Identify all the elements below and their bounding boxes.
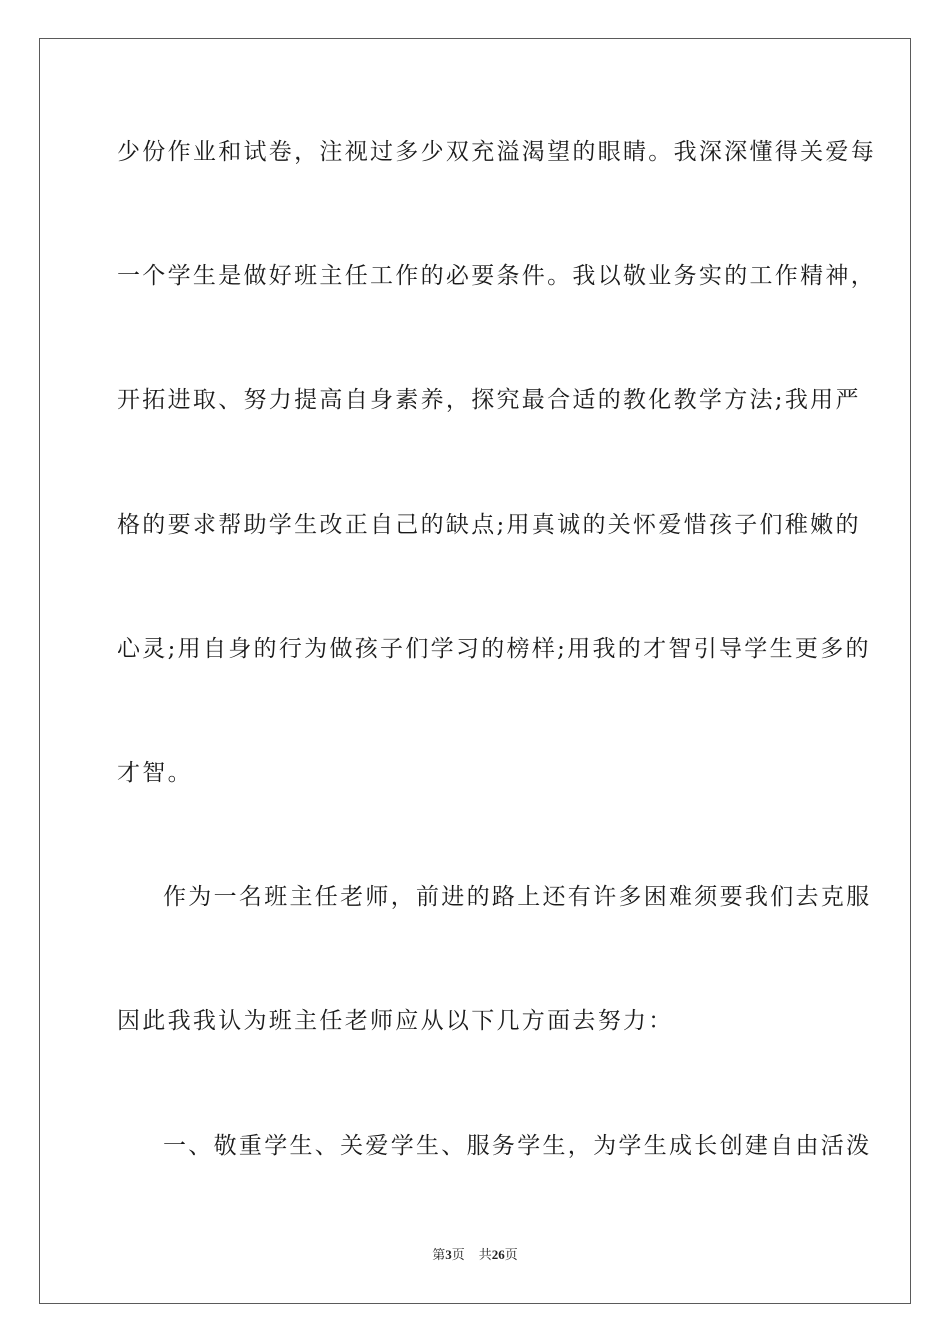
page-prefix: 第 [432,1247,446,1262]
total-pages: 26 [491,1247,505,1262]
text-line-7: 作为一名班主任老师，前进的路上还有许多困难须要我们去克服 [163,884,872,910]
total-prefix: 共 [478,1247,492,1262]
text-line-6: 才智。 [117,760,193,786]
total-suffix: 页 [504,1247,518,1262]
page-border [39,38,911,1304]
text-line-3: 开拓进取、努力提高自身素养，探究最合适的教化教学方法;我用严 [117,387,861,413]
page-suffix: 页 [451,1247,465,1262]
page-number: 3 [445,1247,452,1262]
text-line-8: 因此我我认为班主任老师应从以下几方面去努力： [117,1008,674,1034]
text-line-2: 一个学生是做好班主任工作的必要条件。我以敬业务实的工作精神， [117,263,876,289]
text-line-4: 格的要求帮助学生改正自己的缺点;用真诚的关怀爱惜孩子们稚嫩的 [117,512,861,538]
text-line-5: 心灵;用自身的行为做孩子们学习的榜样;用我的才智引导学生更多的 [117,636,871,662]
text-line-1: 少份作业和试卷，注视过多少双充溢渴望的眼睛。我深深懂得关爱每 [117,139,876,165]
page-footer [0,1246,950,1264]
text-line-9: 一、敬重学生、关爱学生、服务学生，为学生成长创建自由活泼 [163,1133,872,1159]
